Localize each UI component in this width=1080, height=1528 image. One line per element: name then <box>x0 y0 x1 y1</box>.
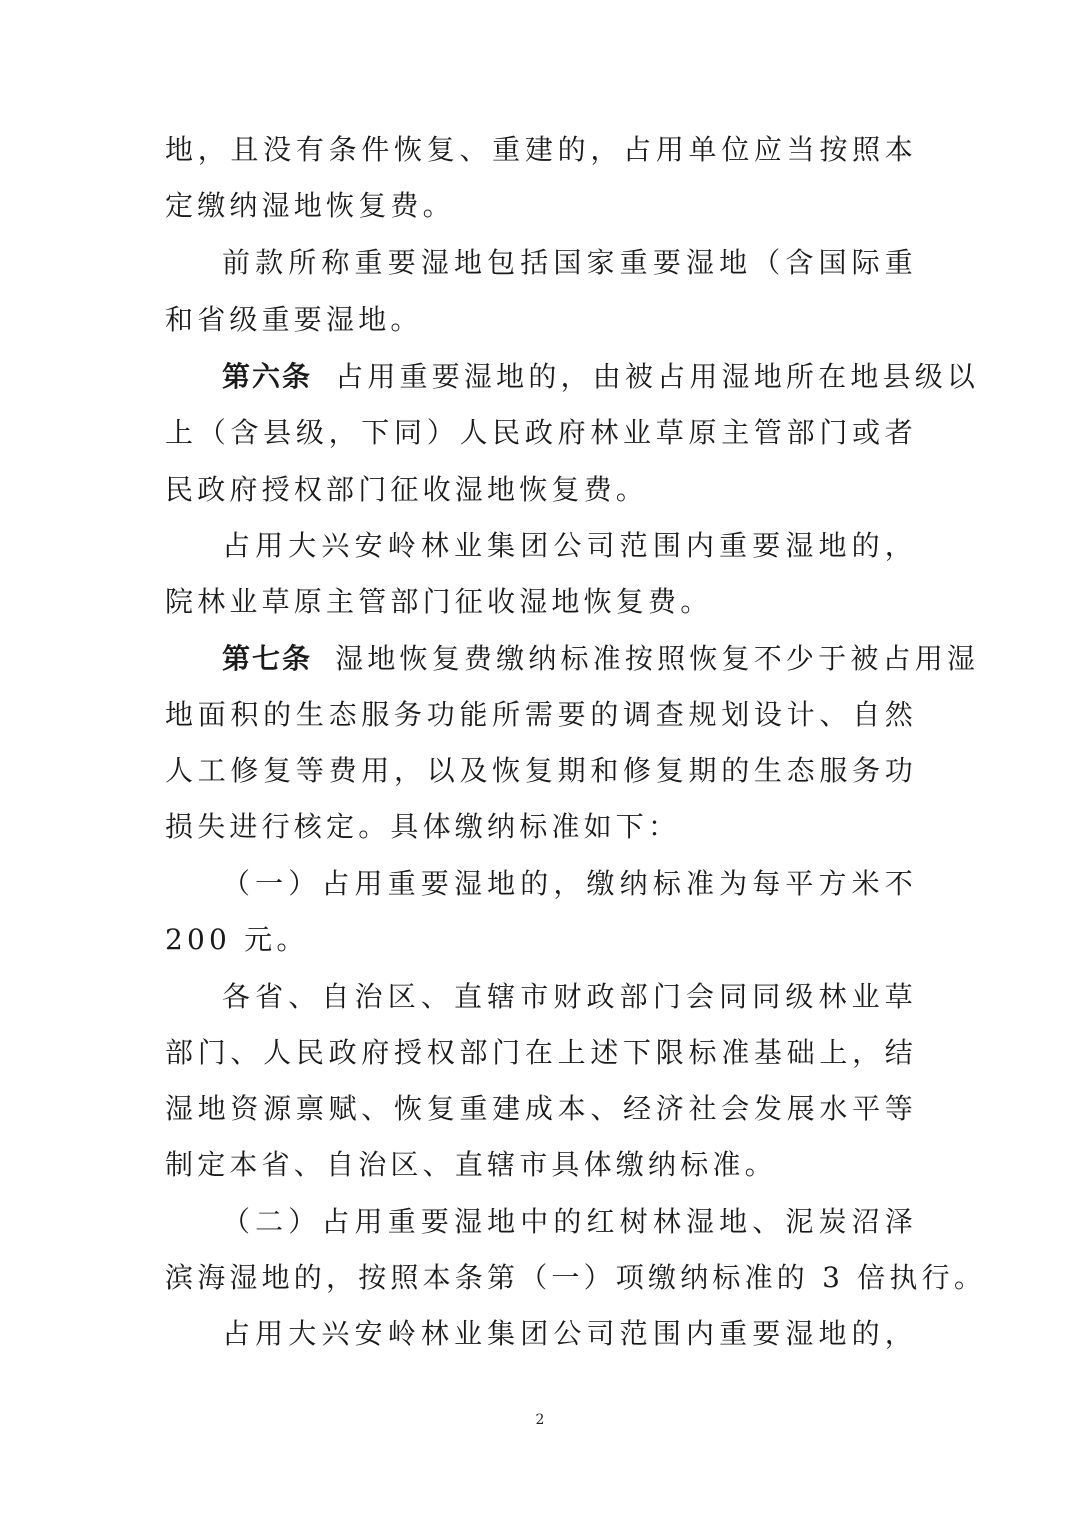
text-line: 占用大兴安岭林业集团公司范围内重要湿地的， <box>222 1317 917 1350</box>
article-7-line <box>222 639 980 679</box>
text-line: 制定本省、自治区、直辖市具体缴纳标准。 <box>165 1148 777 1181</box>
text-line: 湿地恢复费缴纳标准按照恢复不少于被占用湿 <box>335 642 980 675</box>
article-7-heading: 第七条 <box>222 642 313 675</box>
text-line: 部门、人民政府授权部门在上述下限标准基础上，结 <box>165 1036 917 1069</box>
text-line: （一）占用重要湿地的，缴纳标准为每平方米不 <box>222 867 917 900</box>
text-line: 院林业草原主管部门征收湿地恢复费。 <box>165 585 713 618</box>
article-6-heading: 第六条 <box>222 360 313 393</box>
text-line: 损失进行核定。具体缴纳标准如下： <box>165 810 681 843</box>
text-line: 前款所称重要湿地包括国家重要湿地（含国际重 <box>222 246 917 279</box>
text-line: 湿地资源禀赋、恢复重建成本、经济社会发展水平等 <box>165 1092 917 1125</box>
text-line: 占用重要湿地的，由被占用湿地所在地县级以 <box>335 360 980 393</box>
text-line: 上（含县级，下同）人民政府林业草原主管部门或者 <box>165 416 917 449</box>
text-line: 地面积的生态服务功能所需要的调查规划设计、自然 <box>165 698 917 731</box>
text-line: 人工修复等费用，以及恢复期和修复期的生态服务功 <box>165 754 917 787</box>
text-line: 民政府授权部门征收湿地恢复费。 <box>165 473 649 506</box>
text-line: （二）占用重要湿地中的红树林湿地、泥炭沼泽 <box>222 1205 917 1238</box>
text-line: 定缴纳湿地恢复费。 <box>165 189 455 222</box>
text-line: 和省级重要湿地。 <box>165 303 423 336</box>
text-line: 地，且没有条件恢复、重建的，占用单位应当按照本 <box>165 133 917 166</box>
text-line: 占用大兴安岭林业集团公司范围内重要湿地的， <box>222 529 917 562</box>
article-6-line <box>222 357 980 397</box>
page-number: 2 <box>535 1412 545 1428</box>
text-line: 滨海湿地的，按照本条第（一）项缴纳标准的 3 倍执行。 <box>165 1261 987 1294</box>
text-line: 200 元。 <box>165 923 309 956</box>
text-line: 各省、自治区、直辖市财政部门会同同级林业草 <box>222 980 917 1013</box>
